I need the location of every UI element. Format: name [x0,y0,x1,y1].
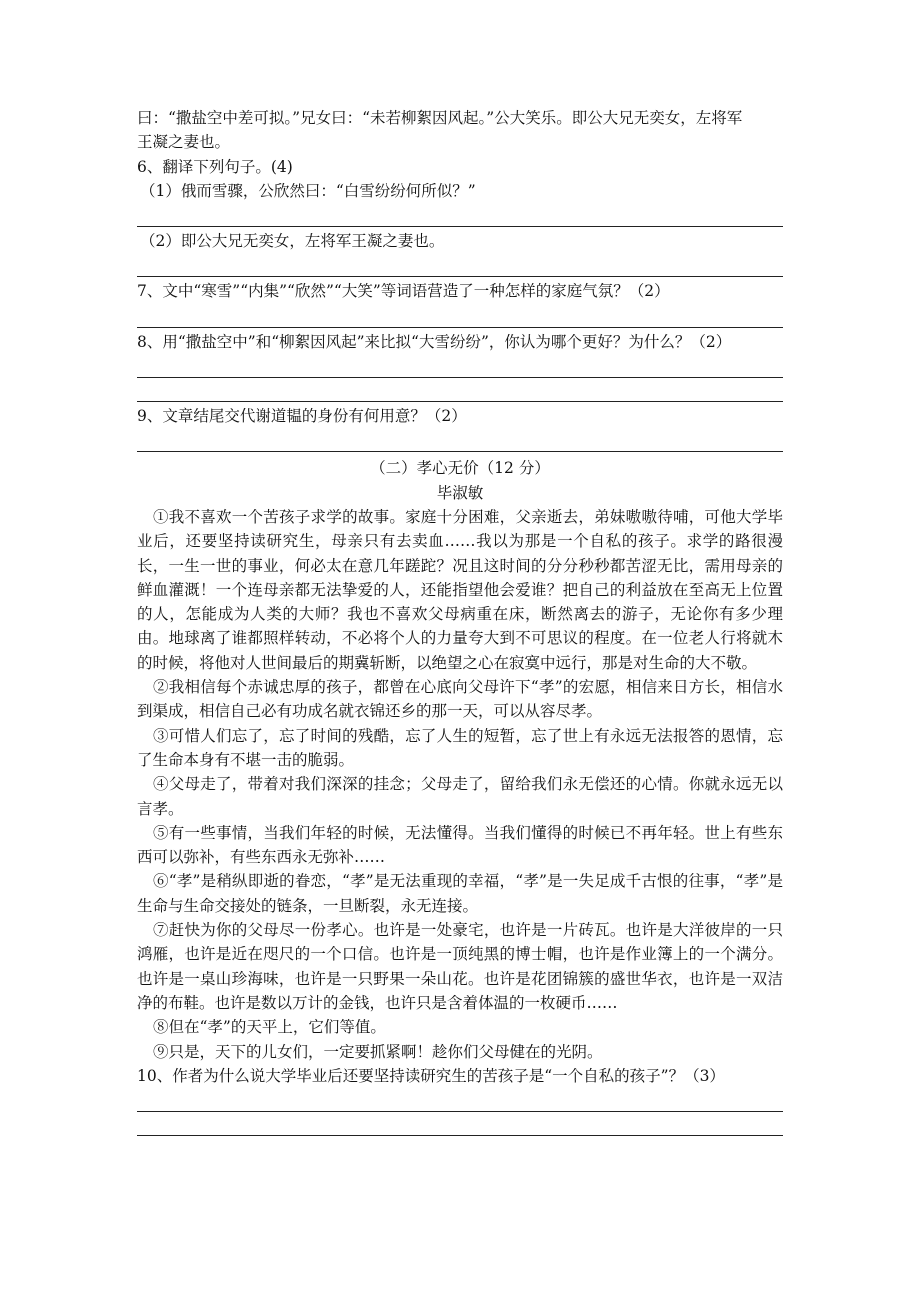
section-title: （二）孝心无价（12 分） [370,459,550,478]
article-paragraph-4: ④父母走了，带着对我们深深的挂念；父母走了，留给我们永无偿还的心情。你就永远无以言孝。 [137,775,783,818]
page-content [137,106,783,1136]
article-paragraph-7: ⑦赶快为你的父母尽一份孝心。也许是一处豪宅，也许是一片砖瓦。也许是大洋彼岸的一只鸿雁，也许是近在咫尺的一个口信。也许是一顶纯黑的博士帽，也许是作业簿上的一个满分。也许是一桌山珍海味，也许是一只野果一朵山花。也许是花团锦簇的盛世华衣，也许是一双洁净的布鞋。也许是数以万计的金钱，也许只是含着体温的一枚硬币…… [137,921,783,1012]
article-paragraph-8: ⑧但在“孝”的天平上，它们等值。 [153,1018,386,1037]
passage-text-line-1: 曰：“撒盐空中差可拟。”兄女曰：“未若柳絮因风起。”公大笑乐。即公大兄无奕女，左将军 [137,109,743,127]
article-paragraph-5: ⑤有一些事情，当我们年轻的时候，无法懂得。当我们懂得的时候已不再年轻。世上有些东西可以弥补，有些东西永无弥补…… [137,823,783,867]
article-paragraph-3: ③可惜人们忘了，忘了时间的残酷，忘了人生的短暂，忘了世上有永远无法报答的恩情，忘了生命本身有不堪一击的脆弱。 [137,726,783,769]
question-9: 9、文章结尾交代谢道韫的身份有何用意？（2） [137,407,467,426]
answer-line[interactable] [137,428,783,452]
article-paragraph-6: ⑥“孝”是稍纵即逝的眷恋，“孝”是无法重现的幸福，“孝”是一失足成千古恨的往事，“孝”是生命与生命交接处的链条，一旦断裂，永无连接。 [137,872,783,915]
question-6-sentence-1: （1）俄而雪骤，公欣然曰：“白雪纷纷何所似？” [140,181,476,200]
article-paragraph-2: ②我相信每个赤诚忠厚的孩子，都曾在心底向父母许下“孝”的宏愿，相信来日方长，相信水到渠成，相信自己必有功成名就衣锦还乡的那一天，可以从容尽孝。 [137,678,783,721]
question-8: 8、用“撒盐空中”和“柳絮因风起”来比拟“大雪纷纷”，你认为哪个更好？为什么？（2） [137,332,732,351]
answer-line[interactable] [137,354,783,378]
answer-line[interactable] [137,203,783,227]
article-paragraph-9: ⑨只是，天下的儿女们，一定要抓紧啊！趁你们父母健在的光阴。 [153,1042,603,1061]
answer-line[interactable] [137,378,783,402]
question-6-sentence-2: （2）即公大兄无奕女，左将军王凝之妻也。 [140,232,445,251]
answer-line[interactable] [137,1112,783,1136]
answer-line[interactable] [137,1088,783,1112]
article-paragraph-1: ①我不喜欢一个苦孩子求学的故事。家庭十分困难，父亲逝去，弟妹嗷嗷待哺，可他大学毕业后，还要坚持读研究生，母亲只有去卖血……我以为那是一个自私的孩子。求学的路很漫长，一生一世的事业，何必太在意几年蹉跎？况且这时间的分分秒秒都苦涩无比，需用母亲的鲜血灌溉！一个连母亲都无法挚爱的人，还能指望他会爱谁？把自己的利益放在至高无上位置的人，怎能成为人类的大师？我也不喜欢父母病重在床，断然离去的游子，无论你有多少理由。地球离了谁都照样转动，不必将个人的力量夸大到不可思议的程度。在一位老人行将就木的时候，将他对人世间最后的期冀斩断，以绝望之心在寂寞中远行，那是对生命的大不敬。 [137,507,783,672]
answer-line[interactable] [137,304,783,328]
question-10: 10、作者为什么说大学毕业后还要坚持读研究生的苦孩子是“一个自私的孩子”？（3） [137,1066,725,1085]
passage-text-line-2: 王凝之妻也。 [137,133,231,152]
question-7: 7、文中“寒雪”“内集”“欣然”“大笑”等词语营造了一种怎样的家庭气氛？（2） [137,282,670,301]
answer-line[interactable] [137,253,783,277]
section-author: 毕淑敏 [436,483,484,502]
question-6-title: 6、翻译下列句子。(4) [137,157,293,176]
